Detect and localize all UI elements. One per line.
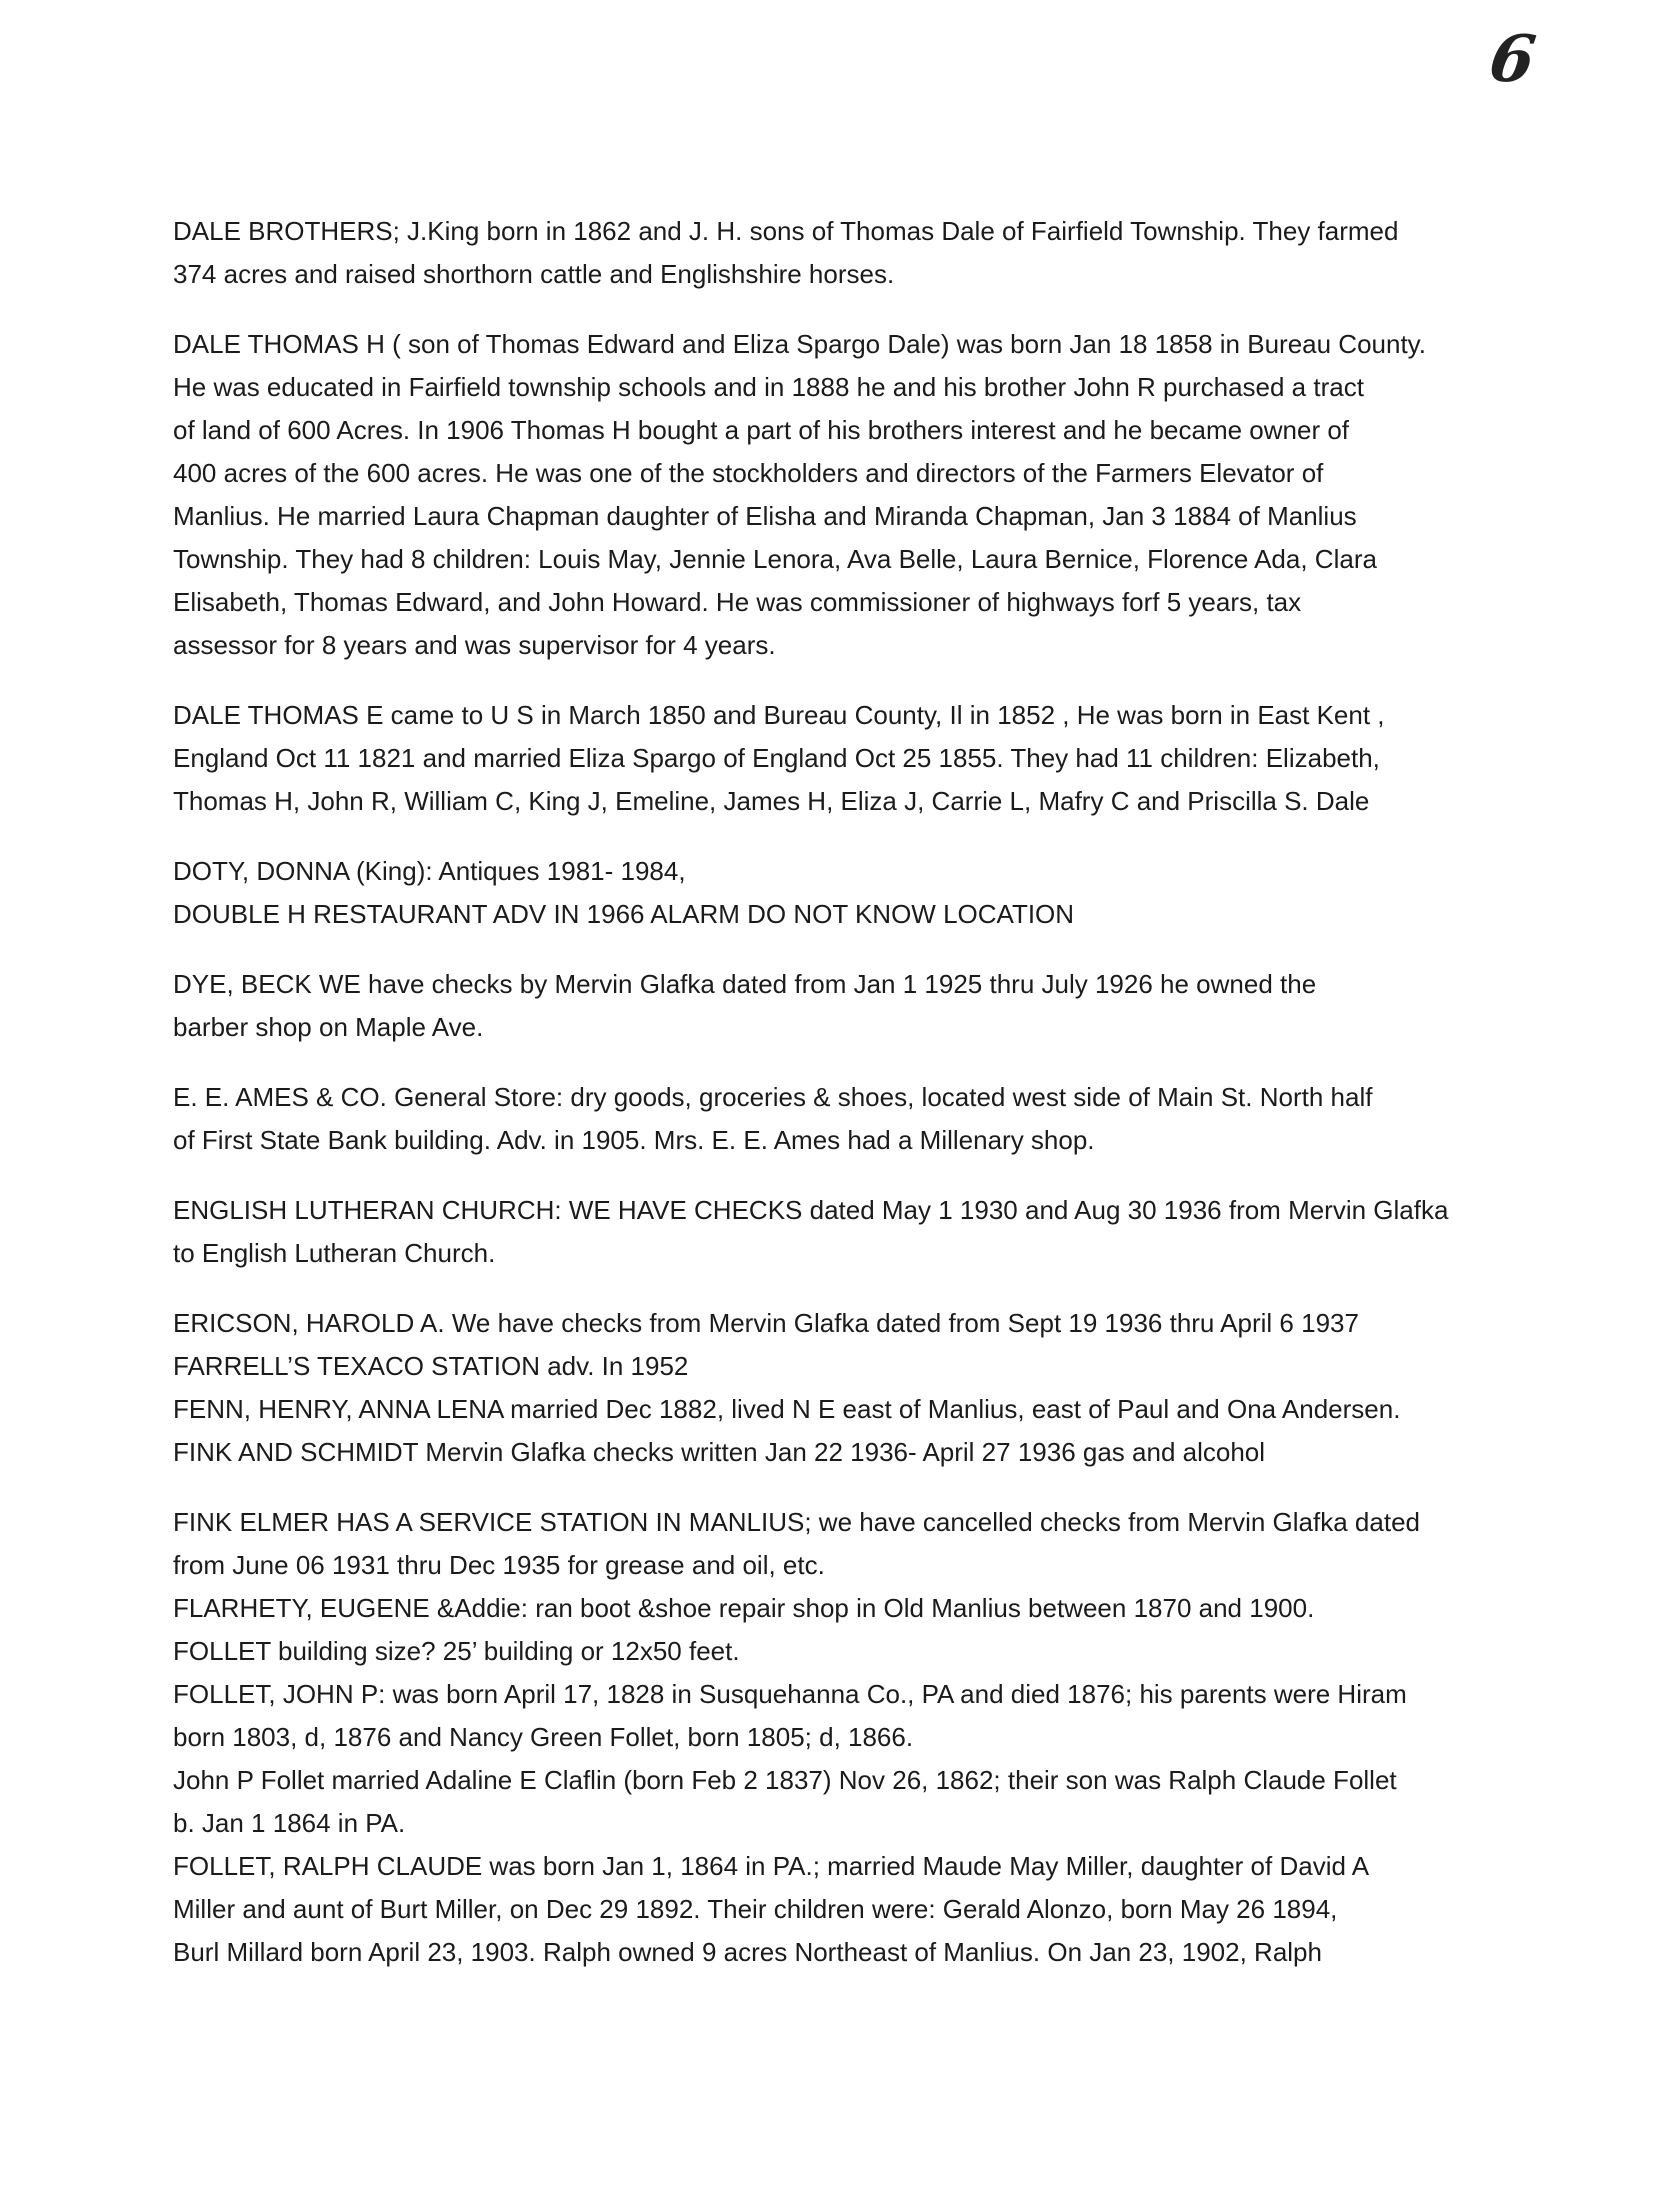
text-line: England Oct 11 1821 and married Eliza Spargo of England Oct 25 1855. They had 11 children: Elizabeth,	[173, 743, 1380, 773]
text-line: born 1803, d, 1876 and Nancy Green Follet, born 1805; d, 1866.	[173, 1722, 914, 1752]
text-line: DYE, BECK WE have checks by Mervin Glafka dated from Jan 1 1925 thru July 1926 he owned the	[173, 969, 1317, 999]
entry-dye-beck	[173, 963, 1473, 1049]
text-line: assessor for 8 years and was supervisor for 4 years.	[173, 630, 776, 660]
text-line: E. E. AMES & CO. General Store: dry goods, groceries & shoes, located west side of Main St. North half	[173, 1082, 1373, 1112]
text-line: from June 06 1931 thru Dec 1935 for grease and oil, etc.	[173, 1550, 825, 1580]
text-line: Township. They had 8 children: Louis May, Jennie Lenora, Ava Belle, Laura Bernice, Florence Ada, Clara	[173, 544, 1377, 574]
text-line: barber shop on Maple Ave.	[173, 1012, 484, 1042]
text-line: Manlius. He married Laura Chapman daughter of Elisha and Miranda Chapman, Jan 3 1884 of Manlius	[173, 501, 1357, 531]
text-line: FARRELL’S TEXACO STATION adv. In 1952	[173, 1351, 689, 1381]
text-line: 400 acres of the 600 acres. He was one of the stockholders and directors of the Farmers Elevator of	[173, 458, 1324, 488]
entry-ericson-harold	[173, 1302, 1473, 1474]
entry-ee-ames	[173, 1076, 1473, 1162]
entry-dale-thomas-e	[173, 694, 1473, 823]
text-line: ENGLISH LUTHERAN CHURCH: WE HAVE CHECKS dated May 1 1930 and Aug 30 1936 from Mervin Glafka	[173, 1195, 1449, 1225]
entry-dale-thomas-h	[173, 323, 1473, 667]
text-line: ERICSON, HAROLD A. We have checks from Mervin Glafka dated from Sept 19 1936 thru April 6 1937	[173, 1308, 1359, 1338]
text-line: of land of 600 Acres. In 1906 Thomas H bought a part of his brothers interest and he became owner of	[173, 415, 1350, 445]
text-line: DOUBLE H RESTAURANT ADV IN 1966 ALARM DO NOT KNOW LOCATION	[173, 899, 1075, 929]
text-line: of First State Bank building. Adv. in 1905. Mrs. E. E. Ames had a Millenary shop.	[173, 1125, 1095, 1155]
text-line: DALE THOMAS H ( son of Thomas Edward and Eliza Spargo Dale) was born Jan 18 1858 in Bureau County.	[173, 329, 1426, 359]
text-line: Burl Millard born April 23, 1903. Ralph owned 9 acres Northeast of Manlius. On Jan 23, 1902, Ralph	[173, 1937, 1322, 1967]
text-line: Thomas H, John R, William C, King J, Emeline, James H, Eliza J, Carrie L, Mafry C and Priscilla S. Dale	[173, 786, 1370, 816]
text-line: FOLLET, JOHN P: was born April 17, 1828 in Susquehanna Co., PA and died 1876; his parents were Hiram	[173, 1679, 1407, 1709]
text-line: Miller and aunt of Burt Miller, on Dec 29 1892. Their children were: Gerald Alonzo, born May 26 1894,	[173, 1894, 1338, 1924]
text-line: FOLLET building size? 25’ building or 12x50 feet.	[173, 1636, 740, 1666]
document-body	[173, 210, 1473, 1974]
text-line: b. Jan 1 1864 in PA.	[173, 1808, 406, 1838]
text-line: FENN, HENRY, ANNA LENA married Dec 1882, lived N E east of Manlius, east of Paul and Ona Andersen.	[173, 1394, 1401, 1424]
entry-doty-donna	[173, 850, 1473, 936]
entry-fink-elmer	[173, 1501, 1473, 1974]
entry-dale-brothers	[173, 210, 1473, 296]
text-line: FINK ELMER HAS A SERVICE STATION IN MANLIUS; we have cancelled checks from Mervin Glafka dated	[173, 1507, 1420, 1537]
text-line: Elisabeth, Thomas Edward, and John Howard. He was commissioner of highways forf 5 years, tax	[173, 587, 1302, 617]
entry-english-lutheran	[173, 1189, 1473, 1275]
text-line: FOLLET, RALPH CLAUDE was born Jan 1, 1864 in PA.; married Maude May Miller, daughter of David A	[173, 1851, 1370, 1881]
text-line: FINK AND SCHMIDT Mervin Glafka checks written Jan 22 1936- April 27 1936 gas and alcohol	[173, 1437, 1266, 1467]
text-line: DALE THOMAS E came to U S in March 1850 and Bureau County, Il in 1852 , He was born in East Kent ,	[173, 700, 1385, 730]
text-line: DOTY, DONNA (King): Antiques 1981- 1984,	[173, 856, 686, 886]
text-line: FLARHETY, EUGENE &Addie: ran boot &shoe repair shop in Old Manlius between 1870 and 1900.	[173, 1593, 1315, 1623]
page-number: 6	[1484, 22, 1540, 97]
text-line: DALE BROTHERS; J.King born in 1862 and J. H. sons of Thomas Dale of Fairfield Township. They farmed	[173, 216, 1399, 246]
text-line: He was educated in Fairfield township schools and in 1888 he and his brother John R purchased a tract	[173, 372, 1364, 402]
text-line: to English Lutheran Church.	[173, 1238, 496, 1268]
text-line: 374 acres and raised shorthorn cattle and Englishshire horses.	[173, 259, 895, 289]
text-line: John P Follet married Adaline E Claflin (born Feb 2 1837) Nov 26, 1862; their son was Ralph Claude Follet	[173, 1765, 1397, 1795]
